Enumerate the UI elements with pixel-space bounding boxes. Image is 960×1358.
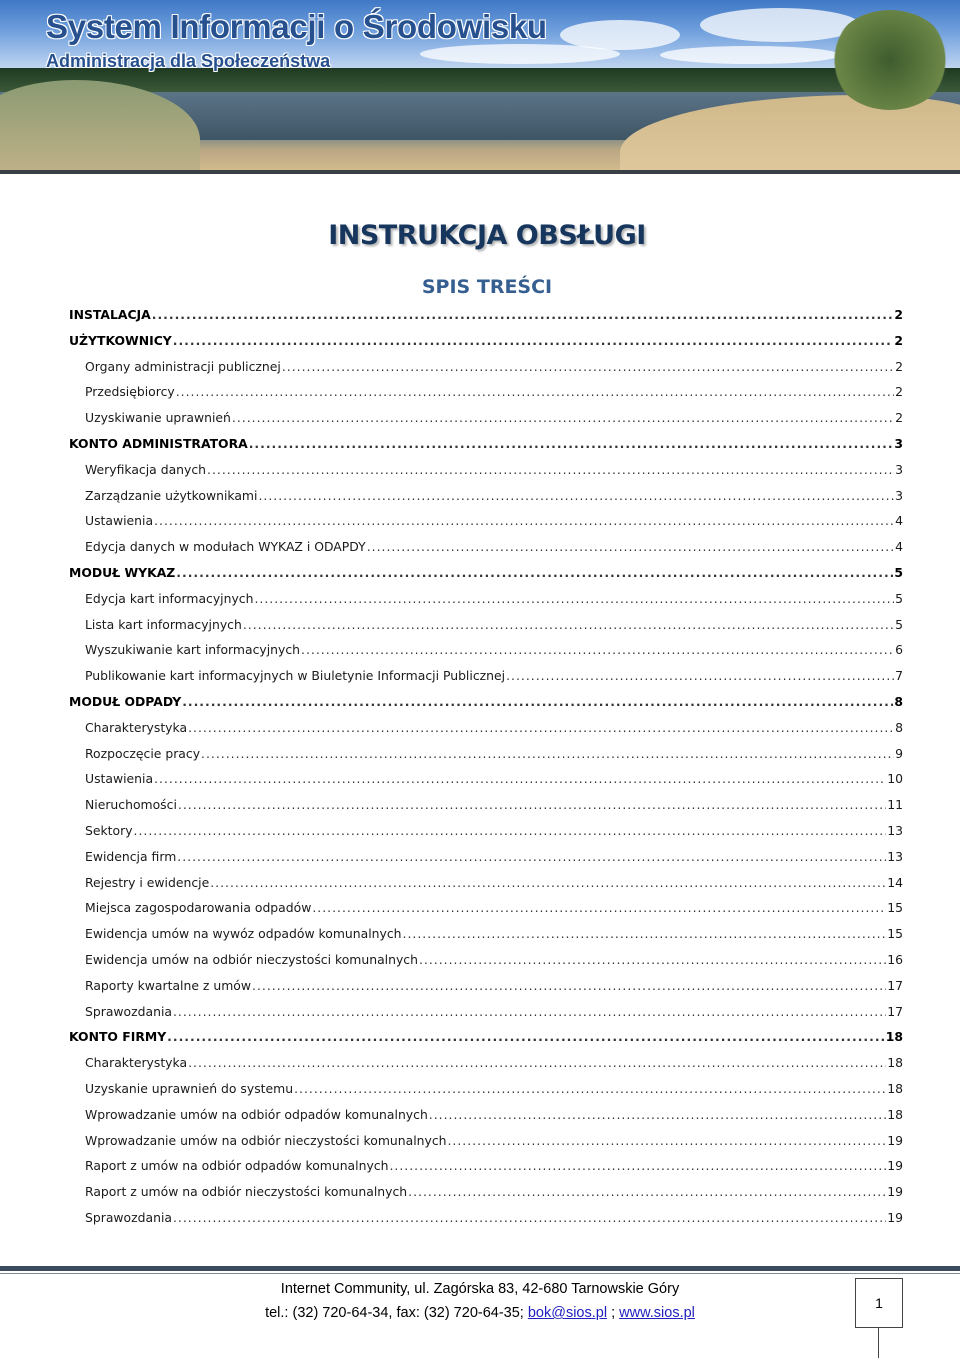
toc-entry-label: KONTO ADMINISTRATORA [69, 435, 248, 451]
toc-entry-page: 5 [895, 590, 903, 606]
toc-entry[interactable] [69, 436, 903, 462]
toc-entry-page: 5 [894, 564, 903, 580]
toc-entry[interactable] [69, 668, 903, 694]
toc-entry[interactable] [69, 1158, 903, 1184]
toc-entry-label: INSTALACJA [69, 307, 151, 322]
toc-entry[interactable] [69, 1210, 903, 1236]
toc-entry-page: 18 [887, 1106, 903, 1122]
toc-entry-page: 15 [887, 900, 903, 916]
toc-entry-page: 7 [895, 668, 903, 684]
toc-entry-page: 18 [887, 1055, 903, 1071]
toc-entry-label: Rejestry i ewidencje [85, 874, 210, 890]
toc-dot-leader [301, 642, 894, 657]
toc-entry-label: Rozpoczęcie pracy [85, 745, 201, 761]
page-number: 1 [875, 1295, 883, 1311]
toc-entry-label: Organy administracji publicznej [85, 358, 281, 374]
footer-email-link[interactable]: bok@sios.pl [527, 1305, 608, 1321]
site-title: System Informacji o Środowisku [46, 8, 547, 45]
toc-entry-label: Wprowadzanie umów na odbiór odpadów komunalnych [85, 1106, 428, 1122]
toc-entry-page: 13 [887, 822, 903, 838]
footer-website-link[interactable]: www.sios.pl [619, 1305, 695, 1321]
toc-dot-leader [210, 875, 886, 890]
toc-entry-page: 14 [887, 874, 903, 890]
toc-entry-page: 8 [895, 719, 903, 735]
toc-entry[interactable] [69, 926, 903, 952]
toc-entry-label: Wprowadzanie umów na odbiór nieczystości komunalnych [85, 1132, 447, 1148]
toc-entry-label: Lista kart informacyjnych [85, 616, 242, 632]
toc-entry-page: 19 [887, 1158, 903, 1174]
toc-entry-label: Publikowanie kart informacyjnych w Biuletynie Informacji Publicznej [85, 668, 506, 684]
toc-entry-label: KONTO FIRMY [69, 1029, 167, 1045]
toc-entry-label: Sektory [85, 822, 133, 838]
toc-dot-leader [201, 746, 894, 761]
toc-entry-page: 2 [894, 307, 903, 322]
toc-entry[interactable] [69, 1133, 903, 1159]
toc-entry[interactable] [69, 875, 903, 901]
toc-dot-leader [154, 771, 886, 786]
toc-dot-leader [232, 410, 894, 425]
footer-contact [0, 1305, 960, 1321]
toc-entry[interactable] [69, 771, 903, 797]
toc-entry[interactable] [69, 462, 903, 488]
toc-dot-leader [243, 617, 894, 632]
toc-entry-label: Ustawienia [85, 513, 154, 529]
footer-phone-fax: tel.: (32) 720-64-34, fax: (32) 720-64-35; [265, 1305, 524, 1321]
toc-entry[interactable] [69, 642, 903, 668]
toc-entry-label: Raporty kwartalne z umów [85, 977, 251, 993]
toc-entry-label: MODUŁ WYKAZ [69, 564, 176, 580]
banner-cloud [660, 46, 840, 64]
toc-dot-leader [312, 900, 886, 915]
toc-dot-leader [389, 1158, 886, 1173]
toc-entry[interactable] [69, 746, 903, 772]
toc-entry-page: 6 [895, 642, 903, 658]
toc-entry[interactable] [69, 797, 903, 823]
toc-entry-label: MODUŁ ODPADY [69, 693, 182, 709]
toc-entry-label: Charakterystyka [85, 1055, 188, 1071]
toc-entry-page: 15 [887, 926, 903, 942]
toc-entry[interactable] [69, 359, 903, 385]
toc-entry[interactable] [69, 1004, 903, 1030]
toc-dot-leader [188, 1055, 886, 1070]
toc-dot-leader [249, 436, 894, 451]
toc-entry-page: 5 [895, 616, 903, 632]
toc-entry-page: 18 [885, 1029, 903, 1045]
toc-entry-label: Raport z umów na odbiór nieczystości komunalnych [85, 1184, 408, 1200]
toc-entry-label: Nieruchomości [85, 797, 177, 813]
toc-entry[interactable] [69, 1107, 903, 1133]
toc-entry[interactable] [69, 978, 903, 1004]
toc-entry[interactable] [69, 720, 903, 746]
toc-heading: SPIS TREŚCI [421, 276, 553, 298]
toc-dot-leader [188, 720, 894, 735]
toc-dot-leader [367, 539, 894, 554]
toc-dot-leader [176, 384, 894, 399]
toc-entry-page: 2 [894, 332, 903, 348]
page-number-box-stem [878, 1327, 879, 1358]
toc-dot-leader [178, 797, 886, 812]
toc-entry-label: Charakterystyka [85, 719, 188, 735]
toc-dot-leader [173, 333, 894, 348]
toc-entry-page: 9 [895, 745, 903, 761]
toc-entry[interactable] [69, 565, 903, 591]
toc-entry-page: 13 [887, 848, 903, 864]
toc-dot-leader [167, 1029, 885, 1044]
toc-entry[interactable] [69, 952, 903, 978]
toc-entry[interactable] [69, 900, 903, 926]
toc-dot-leader [282, 359, 894, 374]
toc-dot-leader [182, 694, 893, 709]
toc-entry-label: Sprawozdania [85, 1003, 172, 1019]
footer-address: Internet Community, ul. Zagórska 83, 42-680 Tarnowskie Góry [280, 1281, 680, 1297]
toc-entry[interactable] [69, 1184, 903, 1210]
toc-entry-page: 19 [887, 1209, 903, 1225]
toc-entry-page: 19 [887, 1184, 903, 1200]
toc-entry-label: Ewidencja umów na odbiór nieczystości komunalnych [85, 951, 418, 967]
toc-entry-label: Raport z umów na odbiór odpadów komunalnych [85, 1158, 389, 1174]
toc-entry-page: 8 [894, 693, 903, 709]
toc-dot-leader [207, 462, 894, 477]
toc-entry-page: 10 [887, 771, 903, 787]
toc-dot-leader [447, 1133, 886, 1148]
toc-entry[interactable] [69, 513, 903, 539]
toc-entry-page: 2 [895, 410, 903, 426]
toc-entry[interactable] [69, 1081, 903, 1107]
toc-entry[interactable] [69, 539, 903, 565]
toc-entry[interactable] [69, 1029, 903, 1055]
toc-entry-page: 3 [894, 435, 903, 451]
toc-dot-leader [403, 926, 887, 941]
footer-separator: ; [611, 1305, 616, 1321]
toc-entry[interactable] [69, 410, 903, 436]
toc-entry[interactable] [69, 384, 903, 410]
toc-dot-leader [429, 1107, 886, 1122]
footer-divider [0, 1266, 960, 1271]
toc-entry-label: UŻYTKOWNICY [69, 332, 172, 348]
banner-divider [0, 170, 960, 174]
table-of-contents [69, 307, 903, 1236]
toc-entry[interactable] [69, 617, 903, 643]
toc-dot-leader [173, 1004, 886, 1019]
toc-entry[interactable] [69, 307, 903, 333]
toc-entry-page: 2 [895, 358, 903, 374]
toc-entry-label: Przedsiębiorcy [85, 384, 175, 400]
toc-entry-page: 2 [895, 384, 903, 400]
toc-dot-leader [152, 307, 894, 322]
toc-dot-leader [177, 849, 886, 864]
toc-entry-label: Weryfikacja danych [85, 461, 207, 477]
toc-entry-page: 4 [895, 513, 903, 529]
toc-dot-leader [408, 1184, 886, 1199]
toc-entry-page: 16 [887, 951, 903, 967]
toc-entry[interactable] [69, 333, 903, 359]
toc-entry-label: Edycja danych w modułach WYKAZ i ODAPDY [85, 539, 366, 555]
toc-entry-label: Ewidencja firm [85, 848, 177, 864]
toc-dot-leader [134, 823, 887, 838]
toc-entry-label: Ustawienia [85, 771, 154, 787]
toc-entry-label: Zarządzanie użytkownikami [85, 487, 258, 503]
toc-entry-label: Wyszukiwanie kart informacyjnych [85, 642, 301, 658]
toc-entry-label: Sprawozdania [85, 1209, 172, 1225]
toc-entry-page: 17 [887, 1003, 903, 1019]
toc-entry-label: Edycja kart informacyjnych [85, 590, 254, 606]
toc-dot-leader [173, 1210, 886, 1225]
toc-entry[interactable] [69, 823, 903, 849]
toc-entry[interactable] [69, 591, 903, 617]
toc-entry[interactable] [69, 1055, 903, 1081]
site-subtitle: Administracja dla Społeczeństwa [46, 51, 331, 71]
footer-divider-thin [0, 1273, 960, 1274]
toc-dot-leader [258, 488, 894, 503]
toc-dot-leader [294, 1081, 886, 1096]
toc-entry-label: Miejsca zagospodarowania odpadów [85, 900, 312, 916]
document-title: INSTRUKCJA OBSŁUGI [328, 220, 646, 251]
toc-entry-page: 19 [887, 1132, 903, 1148]
toc-entry-page: 4 [895, 539, 903, 555]
banner-tree [830, 10, 950, 110]
toc-entry-page: 11 [887, 797, 903, 813]
toc-entry-page: 18 [887, 1080, 903, 1096]
toc-dot-leader [254, 591, 894, 606]
toc-entry-page: 17 [887, 977, 903, 993]
toc-dot-leader [154, 513, 894, 528]
toc-entry[interactable] [69, 694, 903, 720]
toc-entry-label: Ewidencja umów na wywóz odpadów komunalnych [85, 926, 402, 942]
toc-entry-label: Uzyskiwanie uprawnień [85, 410, 231, 426]
toc-dot-leader [176, 565, 893, 580]
toc-entry-page: 3 [895, 461, 903, 477]
header-banner [0, 0, 960, 170]
toc-dot-leader [419, 952, 886, 967]
toc-entry[interactable] [69, 849, 903, 875]
page-number-box [855, 1278, 903, 1328]
toc-entry-label: Uzyskanie uprawnień do systemu [85, 1080, 294, 1096]
toc-entry-page: 3 [895, 487, 903, 503]
toc-entry[interactable] [69, 488, 903, 514]
toc-dot-leader [252, 978, 886, 993]
toc-dot-leader [506, 668, 894, 683]
banner-cloud [420, 44, 620, 64]
